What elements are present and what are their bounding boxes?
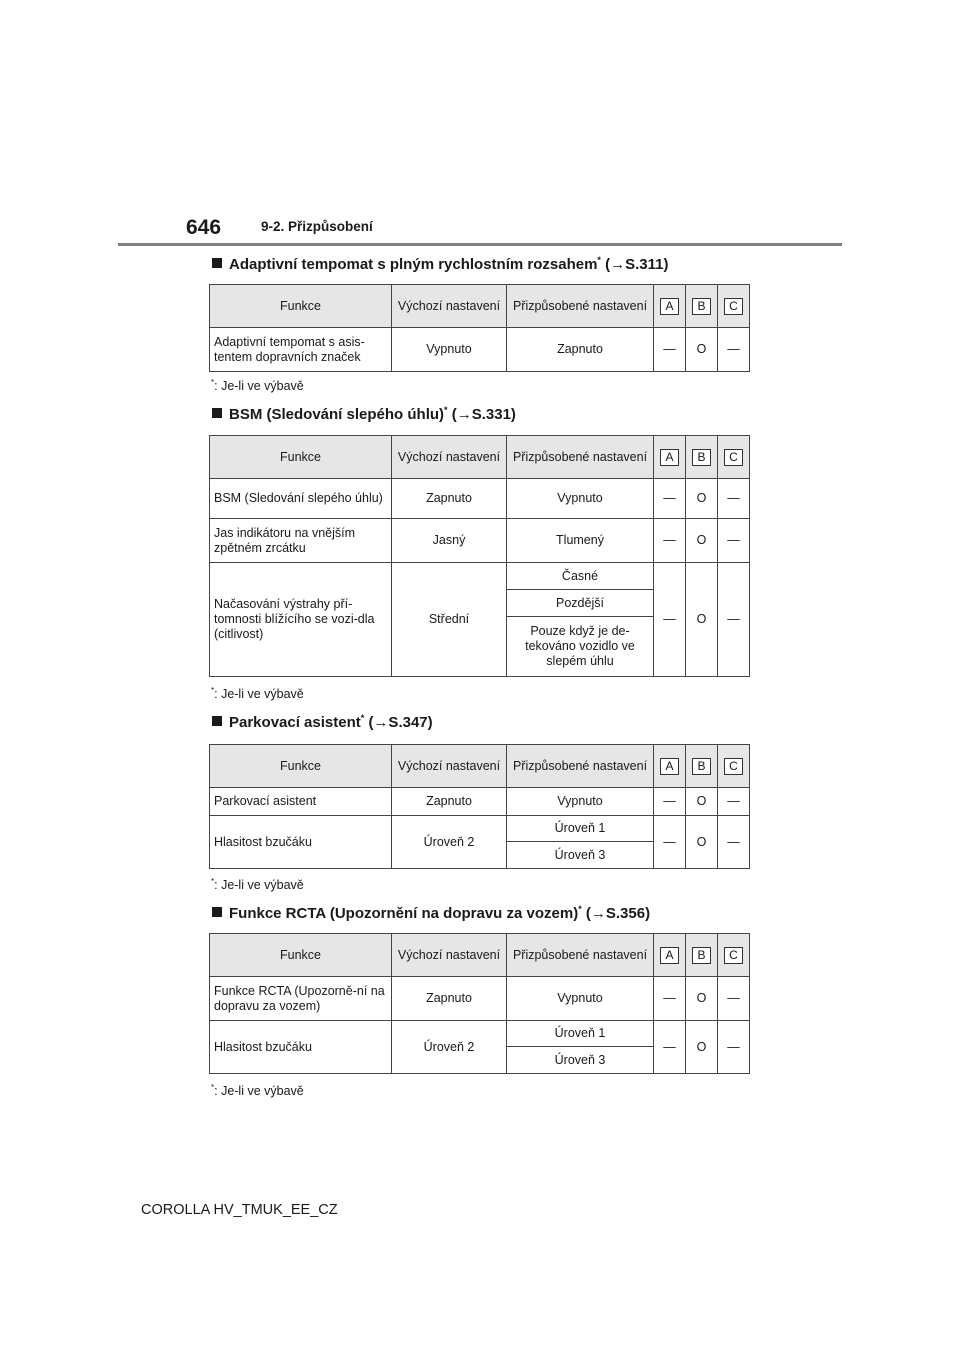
header-b [686,934,718,977]
header-funkce: Funkce [210,745,392,788]
header-a [654,934,686,977]
header-label-b: B [692,947,711,964]
header-label-a: A [660,449,679,466]
customization-table [209,744,750,869]
default-cell: Zapnuto [392,977,507,1021]
table-row [210,328,750,372]
section-title [212,904,650,922]
header-default-setting: Výchozí nastavení [392,934,507,977]
method-c-cell: — [718,519,750,563]
square-bullet-icon [212,907,222,917]
header-label-c: C [724,298,743,315]
method-a-cell: — [654,563,686,677]
section-title [212,255,668,273]
customization-table [209,435,750,677]
section-title-text: Adaptivní tempomat s plným rychlostním rozsahem [229,256,598,273]
table-row [210,816,750,842]
header-custom-setting: Přizpůsobené nastavení [507,436,654,479]
header-a [654,436,686,479]
table-row [210,479,750,519]
page-reference: (→S.331) [451,406,516,423]
customization-table [209,933,750,1074]
custom-option-cell: Vypnuto [507,788,654,816]
header-funkce: Funkce [210,285,392,328]
custom-option-cell: Pouze když je de-tekováno vozidlo ve slepém úhlu [507,617,654,677]
header-b [686,745,718,788]
table-row [210,977,750,1021]
footnote-star: * [211,1083,215,1092]
header-default-setting: Výchozí nastavení [392,436,507,479]
page-reference: (→S.311) [605,256,669,273]
method-b-cell: O [686,788,718,816]
footnote-star: * [360,713,365,723]
custom-option-cell: Úroveň 3 [507,842,654,869]
method-c-cell: — [718,788,750,816]
header-label-c: C [724,758,743,775]
footnote-star: * [597,255,601,265]
method-b-cell: O [686,328,718,372]
header-a [654,285,686,328]
footnote [211,686,304,701]
method-c-cell: — [718,479,750,519]
custom-option-cell: Zapnuto [507,328,654,372]
header-funkce: Funkce [210,436,392,479]
header-rule [118,243,842,246]
method-a-cell: — [654,479,686,519]
function-cell: Parkovací asistent [210,788,392,816]
header-a [654,745,686,788]
page-reference: (→S.356) [585,905,651,922]
method-a-cell: — [654,977,686,1021]
default-cell: Jasný [392,519,507,563]
custom-option-cell: Úroveň 3 [507,1047,654,1074]
header-custom-setting: Přizpůsobené nastavení [507,285,654,328]
header-label-a: A [660,298,679,315]
method-a-cell: — [654,328,686,372]
default-cell: Střední [392,563,507,677]
header-label-a: A [660,758,679,775]
square-bullet-icon [212,258,222,268]
function-cell: Hlasitost bzučáku [210,816,392,869]
method-b-cell: O [686,479,718,519]
default-cell: Úroveň 2 [392,1021,507,1074]
custom-option-cell: Úroveň 1 [507,1021,654,1047]
method-c-cell: — [718,977,750,1021]
header-label-c: C [724,947,743,964]
custom-option-cell: Časné [507,563,654,590]
default-cell: Úroveň 2 [392,816,507,869]
footnote-star: * [211,877,215,886]
function-cell: BSM (Sledování slepého úhlu) [210,479,392,519]
footnote [211,877,304,892]
method-c-cell: — [718,1021,750,1074]
chapter-title: 9-2. Přizpůsobení [261,219,373,234]
header-custom-setting: Přizpůsobené nastavení [507,745,654,788]
footnote-star: * [444,405,448,415]
header-c [718,436,750,479]
header-label-c: C [724,449,743,466]
section-title [212,713,433,731]
header-b [686,285,718,328]
custom-option-cell: Tlumený [507,519,654,563]
square-bullet-icon [212,408,222,418]
function-cell: Adaptivní tempomat s asis-tentem dopravních značek [210,328,392,372]
header-funkce: Funkce [210,934,392,977]
function-cell: Načasování výstrahy pří-tomnosti blížícího se vozi-dla (citlivost) [210,563,392,677]
method-b-cell: O [686,519,718,563]
method-b-cell: O [686,977,718,1021]
footnote-star: * [211,378,215,387]
section-title-text: BSM (Sledování slepého úhlu) [229,406,445,423]
section-title [212,405,516,423]
footnote-text: : Je-li ve výbavě [214,878,304,893]
method-b-cell: O [686,563,718,677]
section-title-text: Funkce RCTA (Upozornění na dopravu za vozem) [229,905,579,922]
header-label-b: B [692,449,711,466]
header-label-b: B [692,758,711,775]
header-default-setting: Výchozí nastavení [392,745,507,788]
default-cell: Vypnuto [392,328,507,372]
method-c-cell: — [718,816,750,869]
header-c [718,745,750,788]
section-title-text: Parkovací asistent [229,714,361,731]
footnote [211,378,304,393]
custom-option-cell: Úroveň 1 [507,816,654,842]
square-bullet-icon [212,716,222,726]
header-default-setting: Výchozí nastavení [392,285,507,328]
default-cell: Zapnuto [392,479,507,519]
custom-option-cell: Vypnuto [507,977,654,1021]
function-cell: Hlasitost bzučáku [210,1021,392,1074]
custom-option-cell: Pozdější [507,590,654,617]
method-a-cell: — [654,816,686,869]
method-a-cell: — [654,519,686,563]
footer-text: COROLLA HV_TMUK_EE_CZ [141,1202,338,1218]
method-c-cell: — [718,563,750,677]
table-row [210,563,750,590]
table-row [210,788,750,816]
header-c [718,934,750,977]
method-b-cell: O [686,816,718,869]
header-label-b: B [692,298,711,315]
custom-option-cell: Vypnuto [507,479,654,519]
header-b [686,436,718,479]
method-a-cell: — [654,788,686,816]
header-label-a: A [660,947,679,964]
footnote-text: : Je-li ve výbavě [214,687,304,702]
footnote [211,1083,304,1098]
footnote-text: : Je-li ve výbavě [214,379,304,394]
default-cell: Zapnuto [392,788,507,816]
page-reference: (→S.347) [368,714,433,731]
header-c [718,285,750,328]
function-cell: Jas indikátoru na vnějším zpětném zrcátku [210,519,392,563]
customization-table [209,284,750,372]
table-row [210,1021,750,1047]
table-row [210,519,750,563]
footnote-star: * [578,904,582,914]
method-a-cell: — [654,1021,686,1074]
method-b-cell: O [686,1021,718,1074]
header-custom-setting: Přizpůsobené nastavení [507,934,654,977]
page-number: 646 [186,216,222,239]
footnote-star: * [211,686,215,695]
method-c-cell: — [718,328,750,372]
footnote-text: : Je-li ve výbavě [214,1084,304,1099]
function-cell: Funkce RCTA (Upozorně-ní na dopravu za vozem) [210,977,392,1021]
